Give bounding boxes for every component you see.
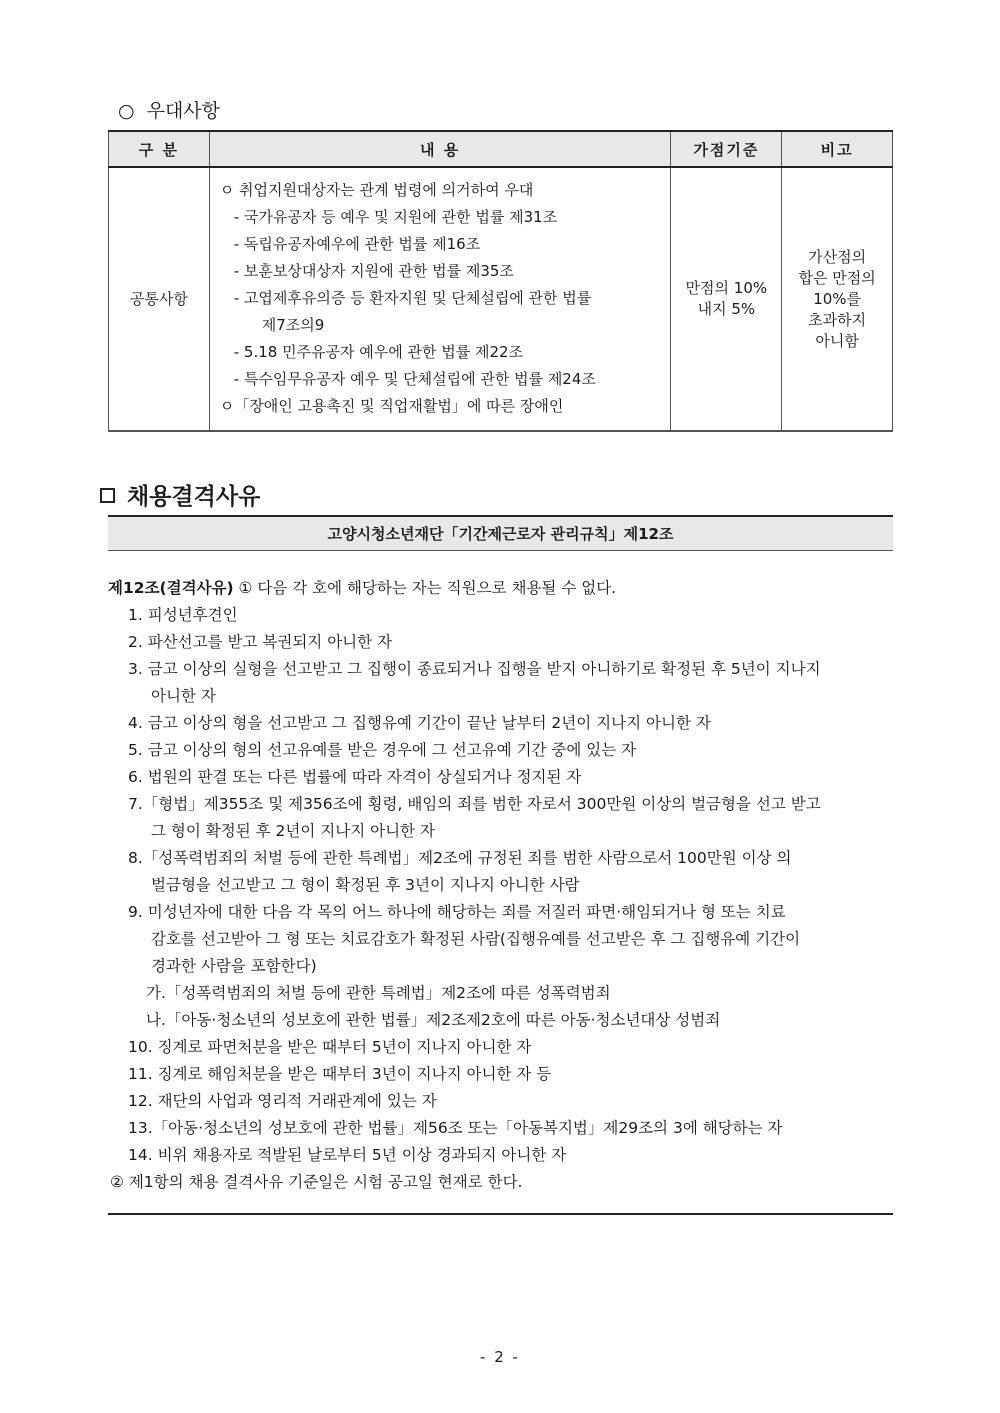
bottom-divider	[108, 1213, 893, 1215]
article-item: 12. 재단의 사업과 영리적 거래관계에 있는 자	[128, 1092, 437, 1110]
disqualification-heading	[100, 478, 260, 511]
table-row	[109, 167, 893, 431]
column-header-category: 구 분	[109, 131, 210, 167]
article-item: 4. 금고 이상의 형을 선고받고 그 집행유예 기간이 끝난 날부터 2년이 지나지 아니한 자	[128, 714, 711, 732]
content-line: 제7조의9	[261, 315, 325, 334]
remarks-line: 합은 만점의	[798, 268, 876, 287]
article-intro-line	[108, 575, 898, 602]
preference-table	[108, 130, 893, 432]
article-intro: ① 다음 각 호에 해당하는 자는 직원으로 채용될 수 없다.	[233, 579, 617, 597]
article-item: 아니한 자	[151, 687, 216, 705]
content-line: - 5.18 민주유공자 예우에 관한 법률 제22조	[233, 342, 524, 361]
article-body	[108, 575, 898, 1196]
page-number: - 2 -	[480, 1348, 520, 1366]
article-item: 감호를 선고받아 그 형 또는 치료감호가 확정된 사람(집행유예를 선고받은 후 그 집행유예 기간이	[151, 930, 801, 948]
remarks-line: 가산점의	[808, 247, 867, 266]
square-bullet-icon	[100, 488, 115, 503]
column-header-points: 가점기준	[671, 131, 782, 167]
content-line: - 국가유공자 등 예우 및 지원에 관한 법률 제31조	[233, 207, 558, 226]
article-item: 10. 징계로 파면처분을 받은 때부터 5년이 지나지 아니한 자	[128, 1038, 532, 1056]
remarks-line: 10%를	[813, 289, 862, 308]
article-item: 2. 파산선고를 받고 복권되지 아니한 자	[128, 633, 393, 651]
content-line: - 독립유공자예우에 관한 법률 제16조	[233, 234, 481, 253]
article-item: 7.「형법」제355조 및 제356조에 횡령, 배임의 죄를 범한 자로서 300만원 이상의 벌금형을 선고 받고	[128, 795, 821, 813]
content-cell	[209, 167, 671, 431]
rule-title-bar: 고양시청소년재단「기간제근로자 관리규칙」제12조	[108, 515, 893, 551]
points-line: 내지 5%	[697, 300, 756, 318]
article-item: 8.「성폭력범죄의 처벌 등에 관한 특례법」제2조에 규정된 죄를 범한 사람으로서 100만원 이상 의	[128, 849, 792, 867]
content-line: ㅇ 취업지원대상자는 관계 법령에 의거하여 우대	[219, 180, 534, 199]
article-item: 9. 미성년자에 대한 다음 각 목의 어느 하나에 해당하는 죄를 저질러 파면·해임되거나 형 또는 치료	[128, 903, 786, 921]
preference-heading-text: 우대사항	[146, 100, 221, 122]
table-header-row	[109, 131, 893, 167]
article-subitem: 가.「성폭력범죄의 처벌 등에 관한 특례법」제2조에 따른 성폭력범죄	[146, 984, 611, 1002]
article-item: 그 형이 확정된 후 2년이 지나지 아니한 자	[151, 822, 435, 840]
points-cell	[671, 167, 782, 431]
preference-heading	[118, 96, 220, 123]
article-subitem: 나.「아동·청소년의 성보호에 관한 법률」제2조제2호에 따른 아동·청소년대상 성범죄	[146, 1011, 721, 1029]
content-line: - 특수임무유공자 예우 및 단체설립에 관한 법률 제24조	[233, 369, 596, 388]
article-item: 6. 법원의 판결 또는 다른 법률에 따라 자격이 상실되거나 정지된 자	[128, 768, 582, 786]
article-item: 3. 금고 이상의 실형을 선고받고 그 집행이 종료되거나 집행을 받지 아니하기로 확정된 후 5년이 지나지	[128, 660, 821, 678]
content-line: - 보훈보상대상자 지원에 관한 법률 제35조	[233, 261, 514, 280]
column-header-content: 내 용	[209, 131, 671, 167]
article-title: 제12조(결격사유)	[108, 579, 234, 597]
article-paragraph: ② 제1항의 채용 결격사유 기준일은 시험 공고일 현재로 한다.	[110, 1173, 523, 1191]
article-item: 경과한 사람을 포함한다)	[151, 957, 317, 975]
content-line: ㅇ「장애인 고용촉진 및 직업재활법」에 따른 장애인	[219, 396, 564, 415]
article-item: 11. 징계로 해임처분을 받은 때부터 3년이 지나지 아니한 자 등	[128, 1065, 552, 1083]
article-item: 5. 금고 이상의 형의 선고유예를 받은 경우에 그 선고유예 기간 중에 있는 자	[128, 741, 637, 759]
category-cell: 공통사항	[109, 167, 210, 431]
remarks-cell	[782, 167, 893, 431]
points-line: 만점의 10%	[685, 279, 768, 297]
column-header-remarks: 비고	[782, 131, 893, 167]
remarks-line: 초과하지	[808, 310, 867, 329]
article-item: 벌금형을 선고받고 그 형이 확정된 후 3년이 지나지 아니한 사람	[151, 876, 580, 894]
article-item: 1. 피성년후견인	[128, 606, 238, 624]
remarks-line: 아니함	[815, 331, 859, 350]
content-line: - 고엽제후유의증 등 환자지원 및 단체설립에 관한 법률	[233, 288, 592, 307]
disqualification-heading-text: 채용결격사유	[127, 484, 261, 510]
article-item: 14. 비위 채용자로 적발된 날로부터 5년 이상 경과되지 아니한 자	[128, 1146, 567, 1164]
article-item: 13.「아동·청소년의 성보호에 관한 법률」제56조 또는「아동복지법」제29조의 3에 해당하는 자	[128, 1119, 783, 1137]
circle-bullet-icon: ○	[118, 100, 135, 122]
